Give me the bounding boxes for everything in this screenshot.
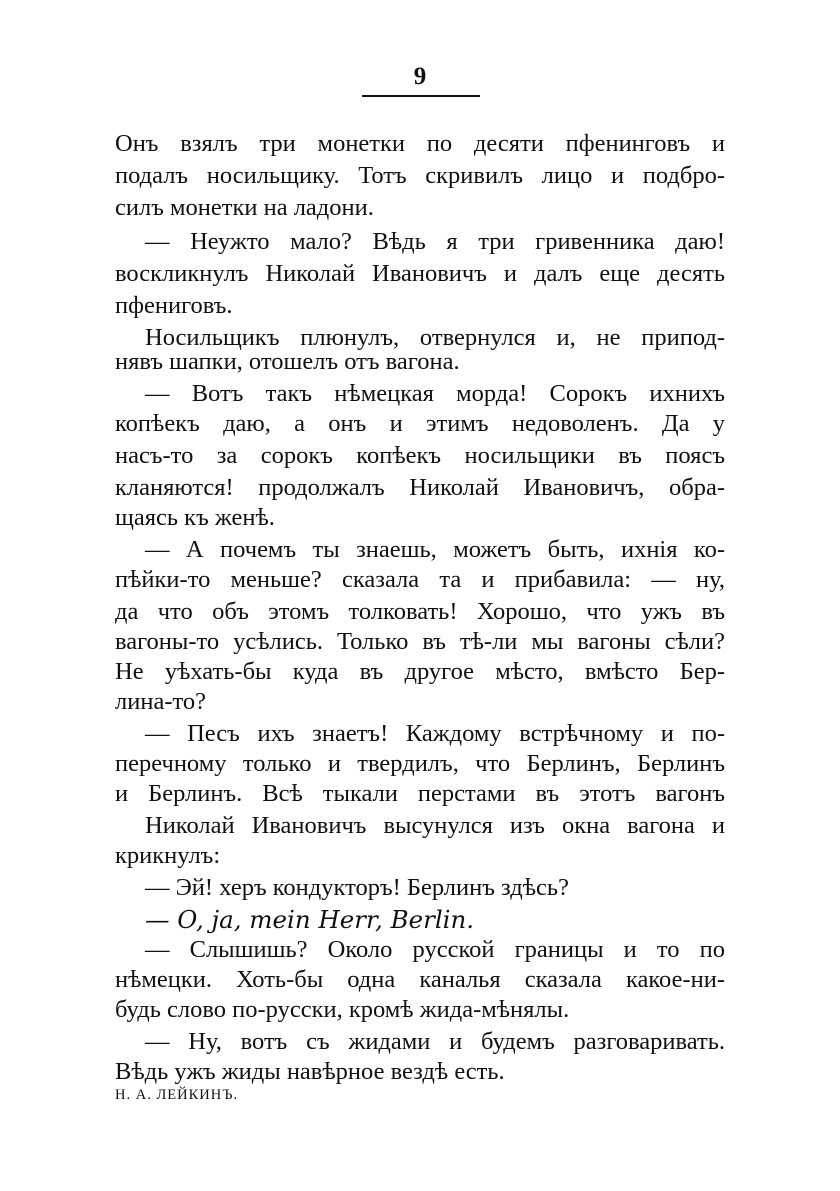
text-line: нявъ шапки, отошелъ отъ вагона.: [115, 348, 460, 375]
text-line: насъ-то за сорокъ копѣекъ носильщики въ поясъ: [115, 442, 725, 469]
text-line: силъ монетки на ладони.: [115, 194, 374, 221]
text-line: вагоны-то усѣлись. Только въ тѣ-ли мы вагоны сѣли?: [115, 628, 725, 655]
text-line: — Неужто мало? Вѣдь я три гривенника даю!: [145, 228, 725, 255]
text-line: Не уѣхать-бы куда въ другое мѣсто, вмѣсто Бер-: [115, 658, 725, 685]
text-line-german: — O, ja, mein Herr, Berlin.: [145, 905, 475, 934]
header-rule: [362, 95, 480, 97]
text-line: нѣмецки. Хоть-бы одна каналья сказала какое-ни-: [115, 966, 725, 993]
text-line: копѣекъ даю, а онъ и этимъ недоволенъ. Да у: [115, 410, 725, 437]
text-line: кланяются! продолжалъ Николай Ивановичъ, обра-: [115, 474, 725, 501]
text-line: щаясь къ женѣ.: [115, 504, 275, 531]
text-line: — Слышишь? Около русской границы и то по: [145, 936, 725, 963]
text-line: — Вотъ такъ нѣмецкая морда! Сорокъ ихнихъ: [145, 380, 725, 407]
text-line: — Эй! херъ кондукторъ! Берлинъ здѣсь?: [145, 874, 569, 901]
text-line: Вѣдь ужъ жиды навѣрное вездѣ есть.: [115, 1058, 505, 1085]
text-line: да что объ этомъ толковать! Хорошо, что ужъ въ: [115, 598, 725, 625]
text-line: и Берлинъ. Всѣ тыкали перстами въ этотъ вагонъ: [115, 780, 725, 807]
text-line: крикнулъ:: [115, 842, 221, 869]
text-line: перечному только и твердилъ, что Берлинъ, Берлинъ: [115, 750, 725, 777]
page-number: 9: [413, 63, 427, 90]
text-line: подалъ носильщику. Тотъ скривилъ лицо и подбро-: [115, 162, 725, 189]
text-line: Николай Ивановичъ высунулся изъ окна вагона и: [145, 812, 725, 839]
text-line: будь слово по-русски, кромѣ жида-мѣнялы.: [115, 996, 570, 1023]
text-line: — Песъ ихъ знаетъ! Каждому встрѣчному и по-: [145, 720, 725, 747]
text-line: Носильщикъ плюнулъ, отвернулся и, не припод-: [145, 324, 725, 351]
text-line: — Ну, вотъ съ жидами и будемъ разговаривать.: [145, 1028, 725, 1055]
text-line: пфениговъ.: [115, 292, 233, 319]
text-line: лина-то?: [115, 688, 206, 715]
page-footer-signature: Н. А. ЛЕЙКИНЪ.: [115, 1087, 239, 1103]
text-line: воскликнулъ Николай Ивановичъ и далъ еще десять: [115, 260, 725, 287]
text-line: Онъ взялъ три монетки по десяти пфенинговъ и: [115, 130, 725, 157]
text-line: пѣйки-то меньше? сказала та и прибавила: — ну,: [115, 566, 725, 593]
text-line: — А почемъ ты знаешь, можетъ быть, ихнія ко-: [145, 536, 725, 563]
